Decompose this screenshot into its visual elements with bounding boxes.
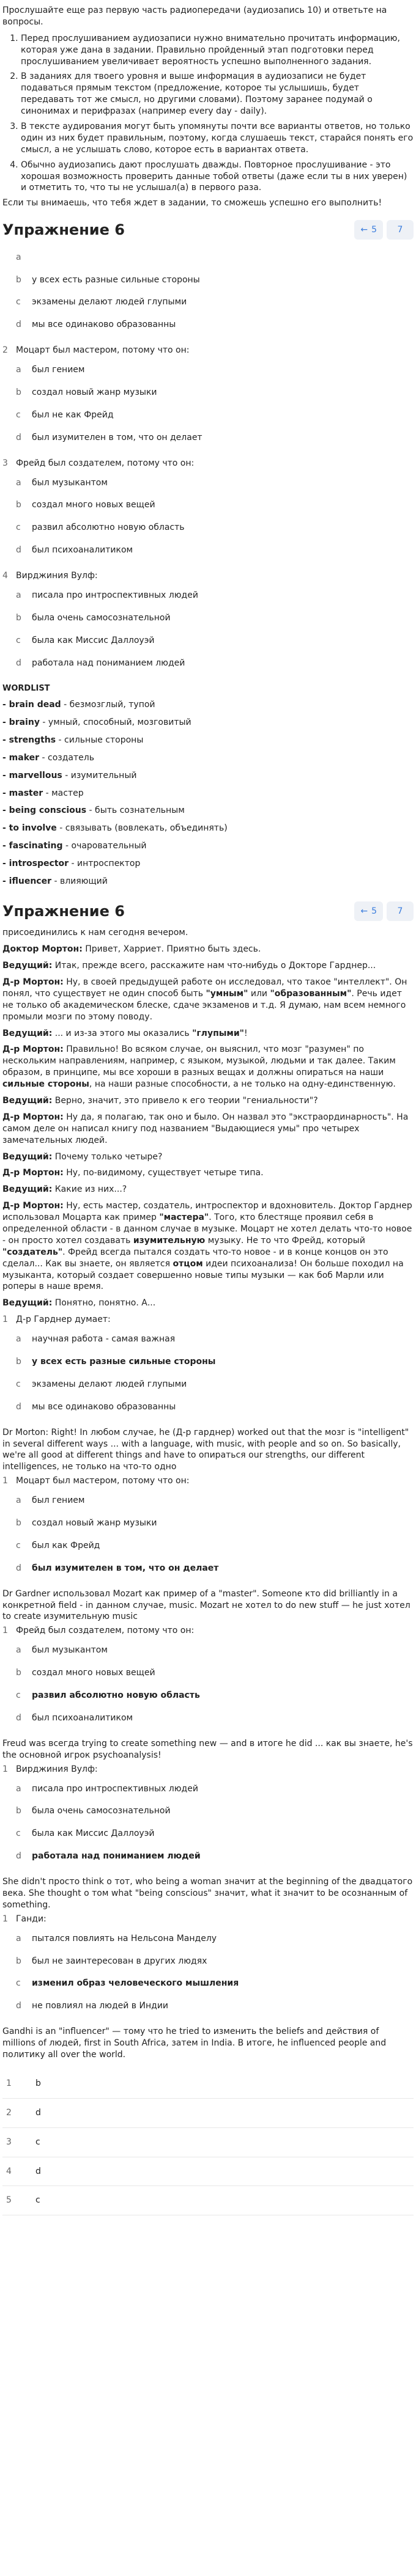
option-letter: b (16, 274, 21, 285)
option-letter: d (16, 545, 21, 556)
option-text: был изумителен в том, что он делает (32, 1563, 219, 1573)
dialogue-line: Ведущий: Верно, значит, это привело к его теории "гениальности"? (2, 1095, 318, 1106)
answer-row (2, 2128, 414, 2157)
option-text: научная работа - самая важная (32, 1334, 176, 1345)
option-text: создал новый жанр музыки (32, 1518, 157, 1528)
instruction-item: 3. В тексте аудирования могут быть упомянуты почти все варианты ответов, но только один из них будет правильным, поэтому, когда слушаешь текст, старайся понять его смысл, а не услышать слово, которое есть в вариантах ответа. (21, 121, 414, 156)
instruction-item: 2. В заданиях для твоего уровня и выше информация в аудиозаписи не будет подаваться прямым текстом (предложение, которое ты услышишь, будет передавать тот же смысл, но другими словами). Поэтому заранее подумай о синонимах и перифразах (например every day - daily). (21, 71, 414, 117)
explanation-text: Freud was всегда trying to create something new — and в итоге he did ... как вы знаете, he's the основной игрок psychoanalysis! (2, 1738, 413, 1760)
option-list (2, 1489, 414, 1580)
wordlist-item (2, 855, 414, 873)
option-text: у всех есть разные сильные стороны (32, 1357, 216, 1367)
wordlist-item (2, 785, 414, 802)
answer-option[interactable] (16, 291, 414, 314)
wordlist-word: - brain dead (2, 700, 61, 710)
option-letter: b (16, 1956, 21, 1966)
option-text: создал много новых вещей (32, 1668, 155, 1678)
exercise-questions (2, 1475, 414, 1579)
speaker: Д-р Мортон: (2, 977, 64, 987)
answer-option[interactable] (16, 1328, 414, 1351)
option-text: не повлиял на людей в Индии (32, 2001, 169, 2011)
wordlist-definition: - сильные стороны (56, 735, 144, 745)
option-letter: a (16, 590, 21, 600)
speaker: Доктор Мортон: (2, 944, 83, 955)
question-item (2, 246, 414, 337)
wordlist-item (2, 767, 414, 785)
option-letter: a (16, 1645, 21, 1656)
prev-exercise-button[interactable] (354, 901, 383, 921)
option-letter: b (16, 1518, 21, 1528)
question-title (2, 1625, 414, 1637)
option-letter: d (16, 2001, 21, 2011)
exercise-questions (2, 246, 414, 675)
wordlist-item (2, 696, 414, 714)
question-text: Д-р Гарднер думает: (16, 1315, 111, 1325)
option-text: экзамены делают людей глупыми (32, 297, 187, 307)
answer-value: d (35, 2166, 41, 2176)
question-item (2, 458, 414, 562)
dialogue-line: Д-р Мортон: Ну да, я полагаю, так оно и было. Он назвал это "экстраординарность". На самом деле он написал книгу под названием "Выдающиеся умы" про четырех замечательных людей. (2, 1112, 409, 1145)
option-text: была очень самосознательной (32, 1806, 171, 1816)
wordlist-word: - maker (2, 752, 40, 763)
option-list (2, 1639, 414, 1730)
dialogue-line: Д-р Мортон: Ну, есть мастер, создатель, интроспектор и вдохновитель. Доктор Гарднер использовал Моцарта как пример "мастера". Того, кто блестяще проявил себя в определенной области - в данном случае в музыке. Моцарт не хотел делать что-то новое - он просто хотел создавать изумительную музыку. Не то что Фрейд, который "создатель". Фрейд всегда пытался создать что-то новое - и в конце концов он это сделал... Как вы знаете, он является отцом идеи психоанализа! Он больше походил на музыканта, который создает совершенно новые типы музыки — как боб Марли или роперы в наше время. (2, 1201, 412, 1292)
question-number: 1 (2, 1315, 8, 1325)
answer-row (2, 2157, 414, 2187)
answer-option[interactable] (16, 629, 414, 652)
answer-option[interactable] (16, 314, 414, 336)
answer-value: c (35, 2195, 40, 2206)
exercise-header (2, 220, 414, 240)
prev-exercise-number: 5 (371, 906, 377, 916)
option-list (2, 1928, 414, 2018)
speaker: Ведущий: (2, 1151, 53, 1162)
dialogue-line: Д-р Мортон: Ну, в своей предыдущей работе он исследовал, что такое "интеллект". Он понял, что существует не один способ быть "умным" или "образованным". Речь идет не только об академическом блеске, сдаче экзаменов и т.д. Я думаю, нам всем немного промыли мозги по этому поводу. (2, 977, 407, 1022)
answer-option[interactable] (16, 1684, 414, 1707)
question-title (2, 458, 414, 469)
instruction-item: 4. Обычно аудиозапись дают прослушать дважды. Повторное прослушивание - это хорошая возможность проверить данные тобой ответы (даже если ты в них уверен) и отметить то, что ты не услышал(а) в первого раза. (21, 160, 414, 194)
speaker: Ведущий: (2, 1298, 53, 1308)
answer-option[interactable] (16, 1639, 414, 1662)
option-letter: a (16, 252, 21, 262)
question-text: Фрейд был создателем, потому что он: (16, 1626, 195, 1636)
intro-closing: Если ты внимаешь, что тебя ждет в задании, то сможешь успешно его выполнить! (2, 198, 382, 208)
answer-option[interactable] (16, 516, 414, 539)
speaker: Ведущий: (2, 1095, 53, 1106)
prev-exercise-number: 5 (371, 224, 377, 235)
speaker: Д-р Мортон: (2, 1044, 64, 1055)
wordlist-definition: - интроспектор (69, 859, 141, 869)
option-text: была очень самосознательной (32, 612, 171, 623)
option-letter: b (16, 500, 21, 510)
dialogue-line: Доктор Мортон: Привет, Харриет. Приятно быть здесь. (2, 944, 261, 955)
answer-option[interactable] (16, 1845, 414, 1868)
option-letter: c (16, 1690, 21, 1701)
question-title (2, 1475, 414, 1487)
answer-value: c (35, 2137, 40, 2147)
option-text: у всех есть разные сильные стороны (32, 274, 200, 285)
question-item (2, 1914, 414, 2017)
answer-option[interactable] (16, 539, 414, 562)
wordlist-definition: - влияющий (51, 876, 108, 887)
answer-option[interactable] (16, 246, 414, 269)
question-text: Моцарт был мастером, потому что он: (16, 345, 190, 356)
option-list (2, 246, 414, 337)
option-letter: c (16, 1978, 21, 1989)
answer-option[interactable] (16, 1972, 414, 1995)
option-text: был психоаналитиком (32, 1712, 133, 1723)
wordlist-item (2, 714, 414, 732)
answer-number: 5 (6, 2195, 12, 2206)
dialogue-line: Ведущий: Какие из них...? (2, 1184, 127, 1195)
option-letter: a (16, 1334, 21, 1345)
answer-option[interactable] (16, 607, 414, 629)
option-letter: a (16, 1933, 21, 1943)
question-item (2, 1764, 414, 1868)
wordlist-title: WORDLIST (2, 683, 50, 693)
question-number: 2 (2, 345, 8, 356)
wordlist-item (2, 873, 414, 890)
answer-number: 4 (6, 2166, 12, 2176)
wordlist-definition: - изумительный (62, 770, 137, 780)
answer-number: 3 (6, 2137, 12, 2147)
answer-option[interactable] (16, 1662, 414, 1684)
question-text: Вирджиния Вулф: (16, 571, 98, 581)
answer-option[interactable] (16, 1707, 414, 1730)
answer-row (2, 2186, 414, 2215)
option-letter: d (16, 658, 21, 668)
question-title (2, 1764, 414, 1775)
wordlist-word: - strengths (2, 735, 56, 745)
explanation-text: She didn't просто think о тот, who being a woman значит at the beginning of the двадцатого века. She thought о том what "being conscious" значит, what it значит to be осознанным of something. (2, 1877, 413, 1910)
question-item (2, 345, 414, 449)
answer-option[interactable] (16, 652, 414, 675)
instruction-item: 1. Перед прослушиванием аудиозаписи нужно внимательно прочитать информацию, которая уже дана в задании. Правильно пройденный этап подготовки перед прослушиванием увеличивает вероятность успешно выполненного задания. (21, 33, 414, 68)
answer-option[interactable] (16, 1822, 414, 1845)
option-letter: d (16, 1712, 21, 1723)
option-list (2, 1328, 414, 1418)
answer-option[interactable] (16, 1778, 414, 1800)
dialogue-line: Ведущий: Итак, прежде всего, расскажите нам что-нибудь о Докторе Гарднер... (2, 961, 376, 971)
option-letter: a (16, 1495, 21, 1506)
question-number: 1 (2, 1914, 8, 1924)
option-letter: b (16, 1357, 21, 1367)
speaker: Д-р Мортон: (2, 1112, 64, 1122)
option-text: работала над пониманием людей (32, 1851, 201, 1862)
option-list (2, 1778, 414, 1868)
option-letter: a (16, 365, 21, 375)
wordlist-word: - brainy (2, 717, 40, 727)
option-letter: b (16, 1668, 21, 1678)
next-exercise-button[interactable] (387, 220, 414, 240)
option-letter: c (16, 523, 21, 533)
speaker: Д-р Мортон: (2, 1168, 64, 1178)
answer-option[interactable] (16, 1489, 414, 1512)
option-list (2, 359, 414, 449)
answer-row (2, 2069, 414, 2099)
arrow-left-icon: ← (360, 906, 368, 916)
exercise-nav (354, 901, 414, 921)
option-letter: c (16, 1540, 21, 1550)
wordlist-definition: - связывать (вовлекать, объединять) (56, 823, 228, 834)
wordlist-word: - master (2, 788, 43, 798)
answer-option[interactable] (16, 1800, 414, 1822)
next-exercise-number: 7 (397, 906, 403, 916)
dialogue (2, 927, 414, 1309)
question-text: Вирджиния Вулф: (16, 1764, 98, 1774)
wordlist-word: - marvellous (2, 770, 62, 780)
option-letter: d (16, 1851, 21, 1862)
option-letter: b (16, 387, 21, 397)
wordlist-word: - introspector (2, 859, 69, 869)
question-text: Фрейд был создателем, потому что он: (16, 458, 195, 468)
option-text: писала про интроспективных людей (32, 590, 198, 600)
dialogue-line: Ведущий: ... и из-за этого мы оказались "глупыми"! (2, 1028, 248, 1038)
wordlist-definition: - очаровательный (62, 841, 147, 851)
option-text: работала над пониманием людей (32, 658, 185, 668)
question-number: 3 (2, 458, 8, 468)
option-text: экзамены делают людей глупыми (32, 1379, 187, 1389)
arrow-left-icon: ← (360, 224, 368, 235)
dialogue-line: Д-р Мортон: Ну, по-видимому, существует четыре типа. (2, 1168, 264, 1178)
exercise-questions (2, 1314, 414, 1418)
option-letter: c (16, 409, 21, 420)
wordlist-word: - being conscious (2, 805, 87, 816)
answer-option[interactable] (16, 1557, 414, 1580)
question-title (2, 345, 414, 356)
option-text: был гением (32, 1495, 85, 1506)
option-text: был музыкантом (32, 477, 108, 488)
option-list (2, 584, 414, 675)
option-letter: c (16, 1829, 21, 1839)
option-letter: b (16, 1806, 21, 1816)
question-title (2, 570, 414, 582)
wordlist-definition: - безмозглый, тупой (61, 700, 155, 710)
option-text: была как Миссис Даллоуэй (32, 635, 155, 645)
option-letter: c (16, 1379, 21, 1389)
answer-option[interactable] (16, 1512, 414, 1535)
exercise-questions (2, 1625, 414, 1729)
question-item (2, 1475, 414, 1579)
wordlist-definition: - мастер (43, 788, 84, 798)
answer-value: b (35, 2078, 41, 2088)
question-title (2, 1314, 414, 1326)
option-text: был психоаналитиком (32, 545, 133, 556)
question-text: Ганди: (16, 1914, 46, 1924)
option-letter: a (16, 1783, 21, 1794)
wordlist (2, 696, 414, 890)
prev-exercise-button[interactable] (354, 220, 383, 240)
answer-option[interactable] (16, 1928, 414, 1950)
option-text: был гением (32, 365, 85, 375)
question-number: 1 (2, 1626, 8, 1636)
wordlist-item (2, 749, 414, 767)
next-exercise-button[interactable] (387, 901, 414, 921)
explanation-text: Dr Gardner использовал Mozart как пример of a "master". Someone кто did brilliantly in a конкретной field - in данном случае, music. Mozart не хотел to do new stuff — he just хотел to create изумительную music (2, 1588, 410, 1622)
option-text: был не как Фрейд (32, 409, 114, 420)
next-exercise-number: 7 (397, 224, 403, 235)
wordlist-item (2, 732, 414, 749)
wordlist-item (2, 837, 414, 855)
answer-row (2, 2099, 414, 2128)
answer-option[interactable] (16, 1535, 414, 1557)
explanation-text: Dr Morton: Right! In любом случае, he (Д-р гарднер) worked out that the мозг is "intelligent" in several different ways ... with a language, with music, with people and so on. So basically, we're all good at different things and have to опираться our strengths, our different intelligences, не только на что-то одно (2, 1427, 409, 1472)
option-text: был музыкантом (32, 1645, 108, 1656)
question-item (2, 1314, 414, 1418)
answer-option[interactable] (16, 1995, 414, 2017)
answer-option[interactable] (16, 472, 414, 494)
answer-option[interactable] (16, 1396, 414, 1418)
option-text: развил абсолютно новую область (32, 1690, 200, 1701)
question-number: 4 (2, 571, 8, 581)
answer-option[interactable] (16, 1950, 414, 1973)
exercise-header (2, 901, 414, 921)
answer-option[interactable] (16, 404, 414, 427)
question-item (2, 1625, 414, 1729)
option-text: мы все одинаково образованны (32, 1401, 176, 1412)
exercise-questions (2, 1764, 414, 1868)
dialogue-line: присоединились к нам сегодня вечером. (2, 928, 188, 938)
option-list (2, 472, 414, 562)
answer-option[interactable] (16, 494, 414, 516)
answers-list (2, 2069, 414, 2215)
option-letter: c (16, 297, 21, 307)
wordlist-item (2, 820, 414, 837)
answer-number: 1 (6, 2078, 12, 2088)
answer-option[interactable] (16, 1373, 414, 1396)
answer-value: d (35, 2107, 41, 2118)
question-number: 1 (2, 1764, 8, 1774)
answer-option[interactable] (16, 359, 414, 381)
speaker: Ведущий: (2, 961, 53, 971)
intro-text: Прослушайте еще раз первую часть радиопередачи (аудиозапись 10) и ответьте на вопросы. (2, 6, 387, 27)
answer-number: 2 (6, 2107, 12, 2118)
option-letter: b (16, 612, 21, 623)
answer-option[interactable] (16, 1351, 414, 1373)
wordlist-word: - to involve (2, 823, 57, 834)
answer-option[interactable] (16, 381, 414, 404)
option-text: создал новый жанр музыки (32, 387, 157, 397)
answer-option[interactable] (16, 269, 414, 292)
dialogue-line: Ведущий: Понятно, понятно. А... (2, 1298, 156, 1308)
dialogue-line: Ведущий: Почему только четыре? (2, 1151, 163, 1162)
speaker: Д-р Мортон: (2, 1201, 64, 1211)
exercise-title: Упражнение 6 (2, 902, 125, 920)
question-title (2, 1914, 414, 1925)
option-text: мы все одинаково образованны (32, 320, 176, 330)
option-letter: d (16, 432, 21, 442)
wordlist-item (2, 802, 414, 820)
wordlist-definition: - умный, способный, мозговитый (39, 717, 191, 727)
exercise-questions (2, 1914, 414, 2017)
option-letter: d (16, 1401, 21, 1412)
answer-option[interactable] (16, 427, 414, 449)
question-number: 1 (2, 1476, 8, 1486)
speaker: Ведущий: (2, 1028, 53, 1038)
wordlist-definition: - создатель (39, 752, 94, 763)
option-text: была как Миссис Даллоуэй (32, 1829, 155, 1839)
option-text: развил абсолютно новую область (32, 523, 185, 533)
option-text: пытался повлиять на Нельсона Манделу (32, 1933, 217, 1943)
option-letter: d (16, 320, 21, 330)
speaker: Ведущий: (2, 1184, 53, 1195)
option-text: изменил образ человеческого мышления (32, 1978, 239, 1989)
option-letter: a (16, 477, 21, 488)
option-text: писала про интроспективных людей (32, 1783, 198, 1794)
exercise-title: Упражнение 6 (2, 221, 125, 239)
explanation-text: Gandhi is an "influencer" — тому что he tried to изменить the beliefs and действия of millions of людей, first in South Africa, затем in India. В итоге, he influenced people and политику all over the world. (2, 2027, 387, 2060)
question-text: Моцарт был мастером, потому что он: (16, 1476, 190, 1486)
wordlist-definition: - быть сознательным (86, 805, 185, 816)
wordlist-word: - ifluencer (2, 876, 51, 887)
option-letter: c (16, 635, 21, 645)
option-text: был не заинтересован в других людях (32, 1956, 207, 1966)
answer-option[interactable] (16, 584, 414, 607)
exercise-nav (354, 220, 414, 240)
wordlist-word: - fascinating (2, 841, 63, 851)
question-item (2, 570, 414, 674)
option-text: был изумителен в том, что он делает (32, 432, 202, 442)
instructions-list (2, 33, 414, 194)
option-text: был как Фрейд (32, 1540, 100, 1550)
option-text: создал много новых вещей (32, 500, 155, 510)
dialogue-line: Д-р Мортон: Правильно! Во всяком случае, он выяснил, что мозг "разумен" по нескольким направлениям, например, с языком, музыкой, людьми и так далее. Таким образом, в принципе, мы все хороши в разных вещах и должны опираться на наши сильные стороны, на наши разные способности, а не только на одну-единственную. (2, 1044, 396, 1090)
option-letter: d (16, 1563, 21, 1573)
